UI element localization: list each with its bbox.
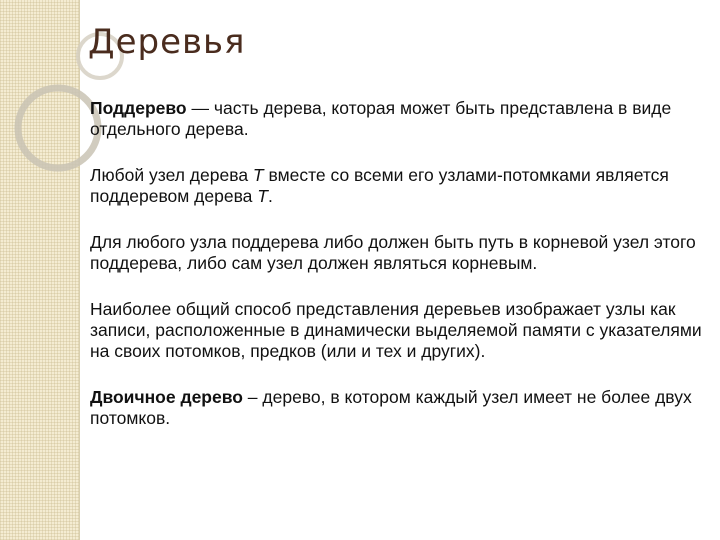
paragraph-representation: Наиболее общий способ представления деревьев изображает узлы как записи, расположенные в динамически выделяемой памяти с указателями на своих потомков, предков (или и тех и других).: [90, 299, 702, 361]
paragraph-root-path: Для любого узла поддерева либо должен быть путь в корневой узел этого поддерева, либо сам узел должен являться корневым.: [90, 232, 696, 273]
paragraph-binary-tree: Двоичное дерево – дерево, в котором каждый узел имеет не более двух потомков.: [90, 387, 692, 428]
large-ring-icon: [18, 88, 98, 168]
slide-title: Деревья: [88, 22, 246, 62]
term-binary-tree: Двоичное дерево: [90, 387, 243, 407]
slide-body: [90, 98, 708, 454]
term-subtree: Поддерево: [90, 98, 187, 118]
paragraph-subtree-definition: Поддерево — часть дерева, которая может быть представлена в виде отдельного дерева.: [90, 98, 672, 139]
paragraph-node-subtree: Любой узел дерева T вместе со всеми его узлами-потомками является поддеревом дерева T.: [90, 165, 669, 206]
